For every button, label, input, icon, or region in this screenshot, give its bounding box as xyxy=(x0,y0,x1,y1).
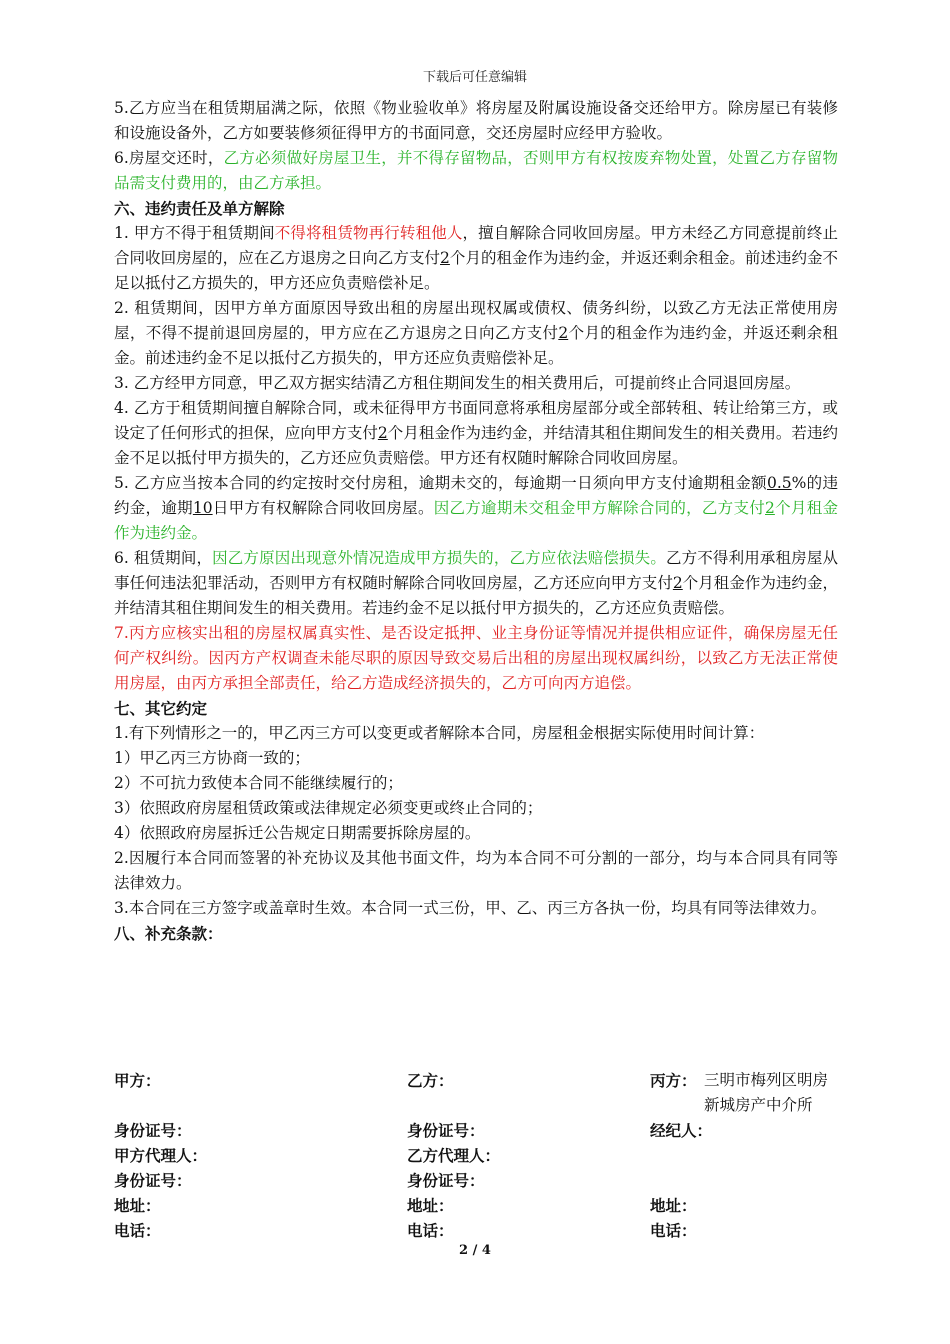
signature-row-party xyxy=(114,1068,838,1114)
id-b-label: 身份证号： xyxy=(407,1121,485,1140)
section-heading-8: 八、补充条款： xyxy=(114,924,223,943)
clause-text: 日甲方有权解除合同收回房屋。 xyxy=(212,499,434,517)
clause-7-1-d: 4）依照政府房屋拆迁公告规定日期需要拆除房屋的。 xyxy=(114,824,481,842)
clause-text: 1. 甲方不得于租赁期间 xyxy=(114,224,275,242)
highlight-green: 因乙方逾期未交租金甲方解除合同的，乙方支付 xyxy=(433,499,765,517)
underlined-value: 2 xyxy=(440,249,450,267)
page-header: 下载后可任意编辑 xyxy=(422,70,527,85)
clause-6-1 xyxy=(114,221,838,296)
clause-text: 个月租金作为违约金，并结清其租住期间发生的相关费用。若违约金不足以抵付甲方损失的，乙方还应负责赔偿。 xyxy=(114,574,838,617)
clause-6-2 xyxy=(114,296,838,371)
signature-block xyxy=(114,1068,838,1243)
clause-text: 乙方不得利用承租房屋从事任何违法犯罪活动，否则甲方有权随时解除合同收回房屋，乙方还应向甲方支付 xyxy=(114,549,838,592)
clause-5-5: 5.乙方应当在租赁期届满之际，依照《物业验收单》将房屋及附属设施设备交还给甲方。除房屋已有装修和设施设备外，乙方如要装修须征得甲方的书面同意，交还房屋时应经甲方验收。 xyxy=(114,99,838,142)
underlined-value: 2 xyxy=(765,499,775,517)
highlight-green: 个月租金作为违约金。 xyxy=(114,499,838,542)
phone-b-label: 电话： xyxy=(407,1221,454,1240)
agent-b-label: 乙方代理人： xyxy=(407,1146,501,1165)
clause-5-6 xyxy=(114,146,838,196)
clause-text: 个月租金作为违约金，并结清其租住期间发生的相关费用。若违约金不足以抵付甲方损失的，乙方还应负责赔偿。甲方还有权随时解除合同收回房屋。 xyxy=(114,424,838,467)
party-b-label: 乙方： xyxy=(407,1071,454,1090)
section-heading-6: 六、违约责任及单方解除 xyxy=(114,199,285,218)
clause-text: ，擅自解除合同收回房屋。甲方未经乙方同意提前终止合同收回房屋的，应在乙方退房之日向乙方支付 xyxy=(114,224,838,267)
section-heading-7: 七、其它约定 xyxy=(114,699,208,718)
agent-b-id-label: 身份证号： xyxy=(407,1171,485,1190)
signature-spacer xyxy=(114,1093,838,1118)
broker-label: 经纪人： xyxy=(650,1121,713,1140)
underlined-value: 0.5 xyxy=(766,474,792,492)
signature-row-agent-id xyxy=(114,1168,838,1193)
address-a-label: 地址： xyxy=(114,1196,161,1215)
agent-a-id-label: 身份证号： xyxy=(114,1171,192,1190)
clause-7-1: 1.有下列情形之一的，甲乙丙三方可以变更或者解除本合同，房屋租金根据实际使用时间计算： xyxy=(114,724,765,742)
clause-6-7: 7.丙方应核实出租的房屋权属真实性、是否设定抵押、业主身份证等情况并提供相应证件，确保房屋无任何产权纠纷。因丙方产权调查未能尽职的原因导致交易后出租的房屋出现权属纠纷，以致乙方无法正常使用房屋，由丙方承担全部责任，给乙方造成经济损失的，乙方可向丙方追偿。 xyxy=(114,624,838,692)
underlined-value: 2 xyxy=(672,574,683,592)
clause-6-6 xyxy=(114,546,838,621)
phone-a-label: 电话： xyxy=(114,1221,161,1240)
highlight-green: 乙方必须做好房屋卫生，并不得存留物品，否则甲方有权按废弃物处置，处置乙方存留物品需支付费用的，由乙方承担。 xyxy=(114,149,838,192)
clause-6-3: 3. 乙方经甲方同意，甲乙双方据实结清乙方租住期间发生的相关费用后，可提前终止合同退回房屋。 xyxy=(114,374,801,392)
clause-text: 6. 租赁期间， xyxy=(114,549,213,567)
party-a-label: 甲方： xyxy=(114,1071,161,1090)
signature-row-id xyxy=(114,1118,838,1143)
clause-7-1-b: 2）不可抗力致使本合同不能继续履行的； xyxy=(114,774,403,792)
underlined-value: 2 xyxy=(377,424,388,442)
clause-7-2: 2.因履行本合同而签署的补充协议及其他书面文件，均为本合同不可分割的一部分，均与本合同具有同等法律效力。 xyxy=(114,849,838,892)
address-c-label: 地址： xyxy=(650,1196,697,1215)
clause-7-1-c: 3）依照政府房屋租赁政策或法律规定必须变更或终止合同的； xyxy=(114,799,543,817)
id-a-label: 身份证号： xyxy=(114,1121,192,1140)
clause-text: 个月的租金作为违约金，并返还剩余租金。前述违约金不足以抵付乙方损失的，甲方还应负责赔偿补足。 xyxy=(114,324,838,367)
clause-6-4 xyxy=(114,396,838,471)
signature-row-address xyxy=(114,1193,838,1218)
page-number: 2 / 4 xyxy=(459,1243,491,1258)
party-c-name: 三明市梅列区明房新城房产中介所 xyxy=(704,1071,829,1114)
signature-row-agent xyxy=(114,1143,838,1168)
clause-text: 6.房屋交还时， xyxy=(114,149,224,167)
clause-7-1-a: 1）甲乙丙三方协商一致的； xyxy=(114,749,310,767)
clause-text: 2. 租赁期间，因甲方单方面原因导致出租的房屋出现权属或债权、债务纠纷，以致乙方无法正常使用房屋，不得不提前退回房屋的，甲方应在乙方退房之日向乙方支付 xyxy=(114,299,838,342)
clause-text: 5. 乙方应当按本合同的约定按时交付房租，逾期未交的，每逾期一日须向甲方支付逾期租金额 xyxy=(114,474,767,492)
highlight-red: 不得将租赁物再行转租他人 xyxy=(274,224,463,242)
underlined-value: 10 xyxy=(192,499,213,517)
agent-a-label: 甲方代理人： xyxy=(114,1146,208,1165)
clause-6-5 xyxy=(114,471,838,546)
contract-body xyxy=(114,96,838,946)
signature-row-phone xyxy=(114,1218,838,1243)
party-c-label: 丙方： xyxy=(650,1071,697,1090)
clause-text: 4. 乙方于租赁期间擅自解除合同，或未征得甲方书面同意将承租房屋部分或全部转租、转让给第三方，或设定了任何形式的担保，应向甲方支付 xyxy=(114,399,838,442)
address-b-label: 地址： xyxy=(407,1196,454,1215)
clause-text: %的违约金，逾期 xyxy=(114,474,838,517)
underlined-value: 2 xyxy=(558,324,569,342)
highlight-green: 因乙方原因出现意外情况造成甲方损失的，乙方应依法赔偿损失。 xyxy=(212,549,666,567)
clause-text: 个月的租金作为违约金，并返还剩余租金。前述违约金不足以抵付乙方损失的，甲方还应负责赔偿补足。 xyxy=(114,249,838,292)
phone-c-label: 电话： xyxy=(650,1221,697,1240)
clause-7-3: 3.本合同在三方签字或盖章时生效。本合同一式三份，甲、乙、丙三方各执一份，均具有同等法律效力。 xyxy=(114,899,827,917)
